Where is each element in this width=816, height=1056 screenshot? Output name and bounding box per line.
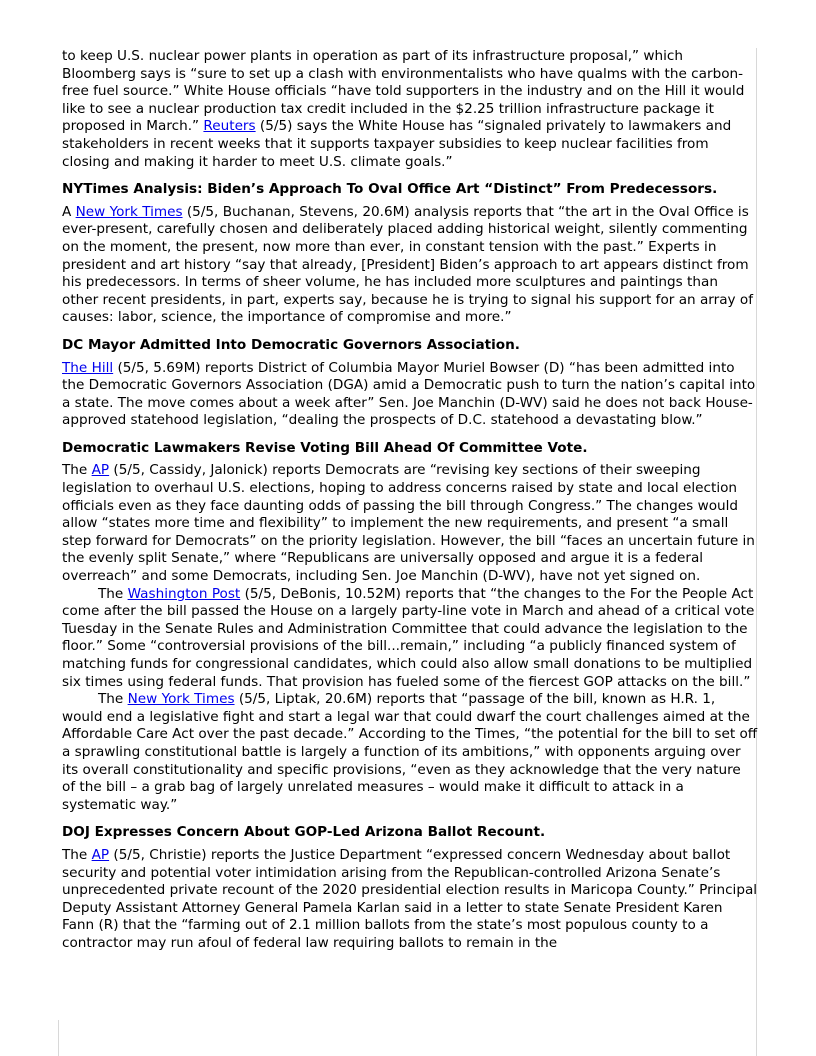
voting-paragraph-1 [62, 462, 758, 585]
art-text: (5/5, Buchanan, Stevens, 20.6M) analysis reports that “the art in the Oval Office is ever-present, carefully chosen and deliberately placed adding historical weight, silently commenting on the moment, the present, now more than ever, in constant tension with the past.” Experts in president and art history “say that already, [President] Biden’s approach to art appears distinct from his predecessors. In terms of sheer volume, he has included more sculptures and paintings than other recent presidents, in part, experts say, because he is trying to signal his support for an array of causes: labor, science, the importance of compromise and more.” [62, 203, 754, 326]
doj-paragraph [62, 847, 758, 953]
voting-paragraph-2 [62, 586, 758, 692]
voting-text-lead-2: The [98, 585, 128, 602]
art-headline: NYTimes Analysis: Biden’s Approach To Oval Office Art “Distinct” From Predecessors. [62, 181, 718, 198]
ap-link-doj[interactable]: AP [91, 846, 110, 863]
dc-text: (5/5, 5.69M) reports District of Columbia Mayor Muriel Bowser (D) “has been admitted into the Democratic Governors Association (DGA) amid a Democratic push to turn the nation’s capital into a state. The move comes about a week after” Sen. Joe Manchin (D-WV) said he does not back House-approved statehood legislation, “dealing the prospects of D.C. statehood a devastating blow.” [62, 359, 756, 429]
art-paragraph [62, 204, 758, 327]
voting-paragraph-3 [62, 691, 758, 814]
the-hill-link[interactable]: The Hill [62, 359, 114, 376]
voting-text-lead-1: The [62, 462, 92, 479]
dc-paragraph [62, 360, 758, 430]
dc-headline: DC Mayor Admitted Into Democratic Governors Association. [62, 336, 520, 353]
voting-text-1: (5/5, Cassidy, Jalonick) reports Democrats are “revising key sections of their sweeping legislation to overhaul U.S. elections, hoping to address concerns raised by state and local election officials even as they face daunting odds of passing the bill through Congress.” The changes would allow “states more time and flexibility” to implement the new requirements, and present “a small step forward for Democrats” on the priority legislation. However, the bill “faces an uncertain future in the evenly split Senate,” where “Republicans are universally opposed and argue it is a federal overreach” and some Democrats, including Sen. Joe Manchin (D-WV), have not yet signed on. [62, 462, 755, 585]
ap-link-voting[interactable]: AP [91, 462, 110, 479]
voting-headline: Democratic Lawmakers Revise Voting Bill Ahead Of Committee Vote. [62, 439, 588, 456]
nyt-link-art[interactable]: New York Times [75, 203, 183, 220]
voting-text-lead-3: The [98, 691, 128, 708]
document-page [62, 48, 758, 953]
voting-text-3: (5/5, Liptak, 20.6M) reports that “passage of the bill, known as H.R. 1, would end a legislative fight and start a legal war that could dwarf the court challenges aimed at the Affordable Care Act over the past decade.” According to the Times, “the potential for the bill to set off a sprawling constitutional battle is largely a function of its ambitions,” with opponents arguing over its overall constitutionality and specific provisions, “even as they acknowledge that the very nature of the bill – a grab bag of largely unrelated measures – would make it difficult to attack in a systematic way.” [62, 691, 758, 813]
intro-text-2: (5/5) says the White House has “signaled privately to lawmakers and stakeholders in recent weeks that it supports taxpayer subsidies to keep nuclear facilities from closing and making it harder to meet U.S. climate goals.” [62, 118, 732, 170]
doj-text: (5/5, Christie) reports the Justice Department “expressed concern Wednesday about ballot security and potential voter intimidation arising from the Republican-controlled Arizona Senate’s unprecedented private recount of the 2020 presidential election results in Maricopa County.” Principal Deputy Assistant Attorney General Pamela Karlan said in a letter to state Senate President Karen Fann (R) that the “farming out of 2.1 million ballots from the state’s most populous county to a contractor may run afoul of federal law requiring ballots to remain in the [62, 846, 758, 951]
art-text-lead: A [62, 203, 76, 220]
intro-paragraph [62, 48, 758, 171]
voting-text-2: (5/5, DeBonis, 10.52M) reports that “the changes to the For the People Act come after the bill passed the House on a largely party-line vote in March and ahead of a critical vote Tuesday in the Senate Rules and Administration Committee that could advance the legislation to the floor.” Some “controversial provisions of the bill...remain,” including “a publicly financed system of matching funds for congressional candidates, which could also allow small donations to be multiplied six times using federal funds. That provision has fueled some of the fiercest GOP attacks on the bill.” [62, 585, 755, 690]
intro-text: to keep U.S. nuclear power plants in operation as part of its infrastructure proposal,” which Bloomberg says is “sure to set up a clash with environmentalists who have qualms with the carbon-free fuel source.” White House officials “have told supporters in the industry and on the Hill it would like to see a nuclear production tax credit included in the $2.25 trillion infrastructure package it proposed in March.” [62, 48, 745, 135]
reuters-link[interactable]: Reuters [203, 118, 256, 135]
doj-headline: DOJ Expresses Concern About GOP-Led Arizona Ballot Recount. [62, 824, 546, 841]
nyt-link-voting[interactable]: New York Times [127, 691, 235, 708]
doj-text-lead: The [62, 846, 92, 863]
washington-post-link[interactable]: Washington Post [127, 585, 241, 602]
left-margin-rule [58, 1020, 59, 1056]
